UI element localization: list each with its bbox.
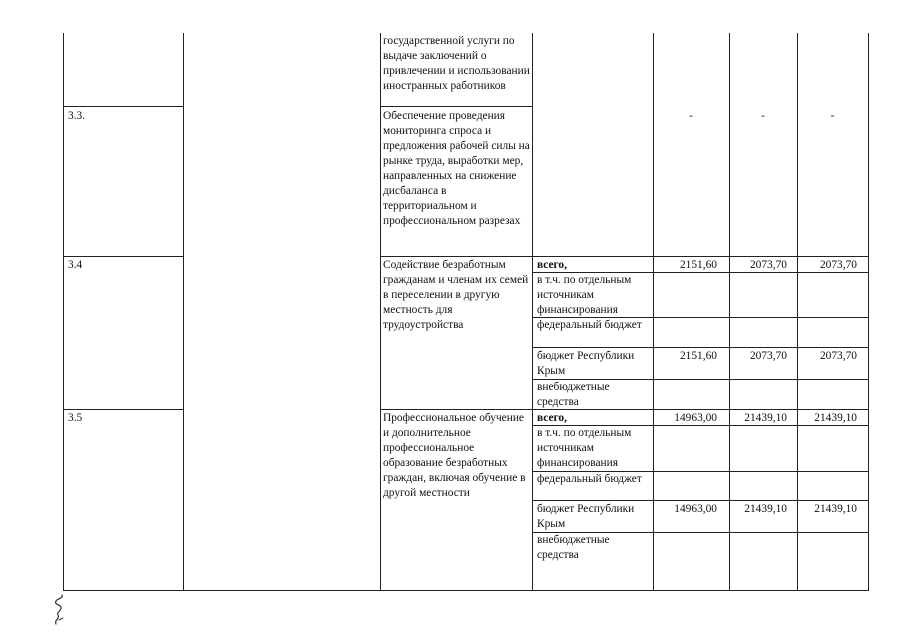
value-cell: 2073,70 (819, 350, 857, 362)
value-cell: 2151,60 (679, 350, 717, 362)
handwritten-mark (50, 592, 70, 626)
value-cell: 2073,70 (819, 259, 857, 271)
row-description: Профессиональное обучение и дополнительное профессиональное образование безработных граждан, включая обучение в другой местности (383, 412, 526, 499)
value-cell: - (761, 110, 765, 122)
value-cell: 14963,00 (674, 412, 717, 424)
row-description: Содействие безработным гражданам и членам их семей в переселении в другую местность для трудоустройства (383, 259, 529, 331)
value-cell: 2073,70 (749, 259, 787, 271)
row-description: Обеспечение проведения мониторинга спроса и предложения рабочей силы на рынке труда, выработки мер, направленных на снижение дисбаланса в территориальном и профессиональном разрезах (383, 110, 530, 227)
value-cell: - (689, 110, 693, 122)
source-label: в т.ч. по отдельным источникам финансирования (537, 427, 632, 469)
row-number: 3.3. (68, 110, 86, 122)
value-cell: 2073,70 (749, 350, 787, 362)
source-label: внебюджетные средства (537, 534, 610, 561)
value-cell: - (830, 110, 835, 122)
source-label: бюджет Республики Крым (537, 503, 635, 530)
source-label: внебюджетные средства (537, 381, 610, 408)
value-cell: 21439,10 (814, 412, 857, 424)
value-cell: 21439,10 (744, 503, 787, 515)
value-cell: 14963,00 (674, 503, 717, 515)
row-description: государственной услуги по выдаче заключений о привлечении и использовании иностранных работников (383, 35, 530, 92)
row-number: 3.4 (68, 259, 83, 271)
source-label: федеральный бюджет (537, 319, 642, 331)
row-number: 3.5 (68, 412, 83, 424)
value-cell: 21439,10 (814, 503, 857, 515)
value-cell: 2151,60 (679, 259, 717, 271)
value-cell: 21439,10 (744, 412, 787, 424)
source-label: в т.ч. по отдельным источникам финансирования (537, 274, 632, 316)
source-label: бюджет Республики Крым (537, 350, 635, 377)
source-label: всего, (537, 412, 567, 424)
source-label: всего, (537, 259, 567, 271)
source-label: федеральный бюджет (537, 473, 642, 485)
